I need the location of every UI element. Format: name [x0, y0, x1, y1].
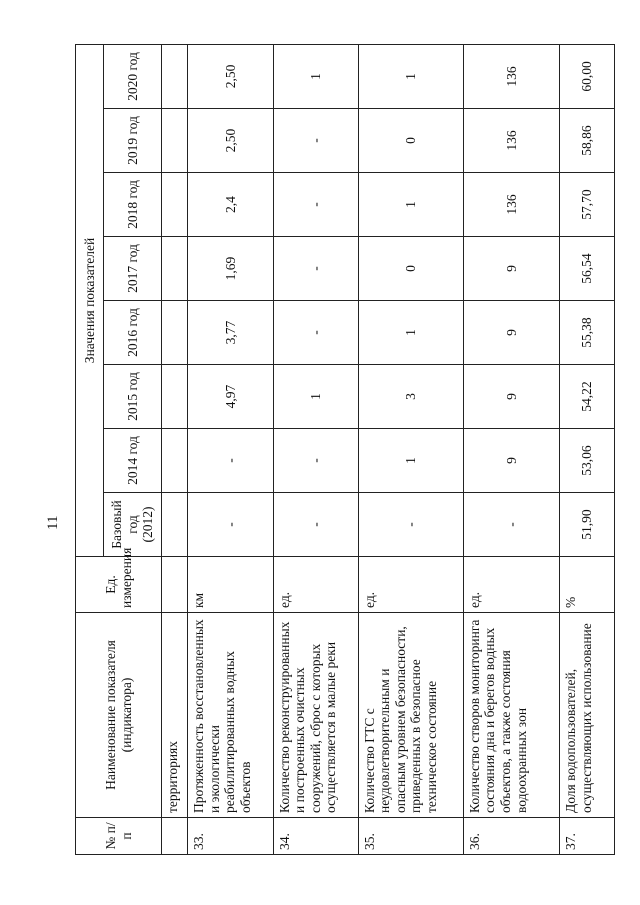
value-cell: 2,50	[188, 44, 273, 108]
value-cell: -	[358, 493, 463, 557]
value-cell: 60,00	[560, 44, 615, 108]
table-row	[358, 44, 463, 854]
row-number: 34.	[273, 818, 358, 855]
value-cell	[162, 365, 188, 429]
value-cell: 1,69	[188, 237, 273, 301]
value-cell: 57,70	[560, 173, 615, 237]
value-cell: -	[273, 429, 358, 493]
indicator-name: Доля водопользователей, осуществляющих использование	[560, 613, 615, 818]
value-cell: 51,90	[560, 493, 615, 557]
header-year: 2016 год	[104, 301, 162, 365]
value-cell: 9	[463, 429, 559, 493]
value-cell: -	[273, 301, 358, 365]
indicator-name: Количество реконструированных и построенных очистных сооружений, сброс с которых осуществляется в малые реки	[273, 613, 358, 818]
table-body	[162, 44, 615, 854]
row-number	[162, 818, 188, 855]
value-cell: -	[273, 493, 358, 557]
value-cell: -	[273, 109, 358, 173]
unit-cell: ед.	[358, 557, 463, 613]
value-cell: 4,97	[188, 365, 273, 429]
header-year: 2020 год	[104, 44, 162, 108]
value-cell: -	[273, 237, 358, 301]
value-cell: 56,54	[560, 237, 615, 301]
value-cell: 1	[358, 301, 463, 365]
unit-cell: км	[188, 557, 273, 613]
table-row	[463, 44, 559, 854]
value-cell	[162, 429, 188, 493]
row-number: 36.	[463, 818, 559, 855]
unit-cell: ед.	[273, 557, 358, 613]
table-row	[273, 44, 358, 854]
value-cell: 1	[358, 173, 463, 237]
header-year: 2014 год	[104, 429, 162, 493]
page-number: 11	[45, 515, 61, 530]
indicator-name: Количество ГТС с неудовлетворительным и опасным уровнем безопасности, приведенных в безопасное техническое состояние	[358, 613, 463, 818]
indicator-name: Количество створов мониторинга состояния дна и берегов водных объектов, а также состояния водоохранных зон	[463, 613, 559, 818]
value-cell: 136	[463, 44, 559, 108]
value-cell: 1	[358, 44, 463, 108]
header-name: Наименование показателя (индикатора)	[76, 613, 162, 818]
value-cell: 55,38	[560, 301, 615, 365]
indicator-name: территориях	[162, 613, 188, 818]
value-cell: 2,4	[188, 173, 273, 237]
value-cell: 1	[273, 44, 358, 108]
value-cell: 3,77	[188, 301, 273, 365]
value-cell: -	[188, 429, 273, 493]
table-row	[560, 44, 615, 854]
indicator-name: Протяженность восстановленных и экологически реабилитированных водных объектов	[188, 613, 273, 818]
header-year: 2017 год	[104, 237, 162, 301]
value-cell	[162, 109, 188, 173]
value-cell: 0	[358, 109, 463, 173]
header-values-group: Значения показателей	[76, 44, 104, 556]
header-num: № п/п	[76, 818, 162, 855]
indicators-table	[75, 44, 615, 855]
value-cell: 9	[463, 365, 559, 429]
table-row	[162, 44, 188, 854]
value-cell: 136	[463, 109, 559, 173]
value-cell: 1	[273, 365, 358, 429]
value-cell: 9	[463, 301, 559, 365]
table-row	[188, 44, 273, 854]
value-cell: 2,50	[188, 109, 273, 173]
value-cell: 1	[358, 429, 463, 493]
row-number: 37.	[560, 818, 615, 855]
row-number: 33.	[188, 818, 273, 855]
unit-cell: ед.	[463, 557, 559, 613]
value-cell: -	[273, 173, 358, 237]
value-cell: 54,22	[560, 365, 615, 429]
value-cell	[162, 44, 188, 108]
header-year: 2018 год	[104, 173, 162, 237]
header-year: 2019 год	[104, 109, 162, 173]
value-cell	[162, 493, 188, 557]
row-number: 35.	[358, 818, 463, 855]
value-cell	[162, 237, 188, 301]
unit-cell	[162, 557, 188, 613]
value-cell: 9	[463, 237, 559, 301]
header-year: Базовый год (2012)	[104, 493, 162, 557]
value-cell: 53,06	[560, 429, 615, 493]
value-cell: 3	[358, 365, 463, 429]
header-year: 2015 год	[104, 365, 162, 429]
table-container	[75, 45, 615, 855]
value-cell: 0	[358, 237, 463, 301]
unit-cell: %	[560, 557, 615, 613]
header-unit: Ед. измерения	[76, 557, 162, 613]
value-cell: -	[463, 493, 559, 557]
value-cell	[162, 173, 188, 237]
value-cell: 136	[463, 173, 559, 237]
value-cell: 58,86	[560, 109, 615, 173]
value-cell	[162, 301, 188, 365]
value-cell: -	[188, 493, 273, 557]
